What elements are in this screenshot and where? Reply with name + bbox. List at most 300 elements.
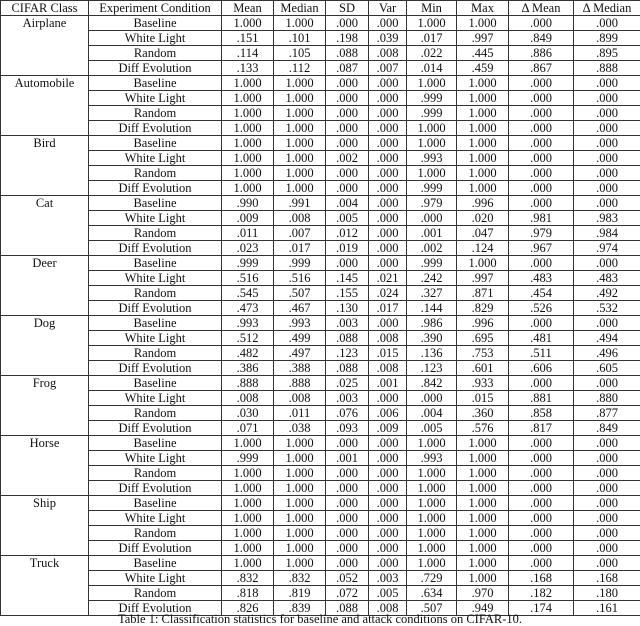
condition-cell: White Light: [89, 271, 222, 286]
delta-median-cell: .492: [574, 286, 640, 301]
header-row: [1, 1, 640, 16]
mean-cell: .008: [222, 391, 274, 406]
sd-cell: .052: [326, 571, 369, 586]
delta-median-cell: .000: [574, 526, 640, 541]
sd-cell: .000: [326, 121, 369, 136]
condition-cell: Baseline: [89, 16, 222, 31]
mean-cell: .545: [222, 286, 274, 301]
delta-mean-cell: .000: [509, 91, 574, 106]
table-row: [1, 31, 640, 46]
condition-cell: Random: [89, 286, 222, 301]
var-cell: .008: [369, 46, 407, 61]
condition-cell: Baseline: [89, 76, 222, 91]
table-row: [1, 586, 640, 601]
median-cell: .011: [274, 406, 326, 421]
table-row: [1, 331, 640, 346]
max-cell: 1.000: [457, 526, 509, 541]
var-cell: .008: [369, 601, 407, 616]
delta-median-cell: .000: [574, 16, 640, 31]
median-cell: 1.000: [274, 511, 326, 526]
delta-median-cell: .899: [574, 31, 640, 46]
min-cell: 1.000: [407, 481, 457, 496]
var-cell: .024: [369, 286, 407, 301]
max-cell: .996: [457, 316, 509, 331]
median-cell: .112: [274, 61, 326, 76]
min-cell: .002: [407, 241, 457, 256]
condition-cell: White Light: [89, 331, 222, 346]
var-cell: .008: [369, 361, 407, 376]
sd-cell: .123: [326, 346, 369, 361]
median-cell: 1.000: [274, 91, 326, 106]
mean-cell: .832: [222, 571, 274, 586]
var-cell: .000: [369, 466, 407, 481]
delta-mean-cell: .000: [509, 181, 574, 196]
delta-median-cell: .000: [574, 106, 640, 121]
table-row: [1, 541, 640, 556]
median-cell: .839: [274, 601, 326, 616]
max-cell: 1.000: [457, 166, 509, 181]
median-cell: 1.000: [274, 466, 326, 481]
sd-cell: .155: [326, 286, 369, 301]
var-cell: .021: [369, 271, 407, 286]
median-cell: .999: [274, 256, 326, 271]
sd-cell: .088: [326, 46, 369, 61]
var-cell: .000: [369, 556, 407, 571]
delta-mean-cell: .000: [509, 496, 574, 511]
mean-cell: .011: [222, 226, 274, 241]
condition-cell: Diff Evolution: [89, 481, 222, 496]
min-cell: .022: [407, 46, 457, 61]
min-cell: 1.000: [407, 556, 457, 571]
max-cell: .871: [457, 286, 509, 301]
var-cell: .000: [369, 511, 407, 526]
column-header-delta-median: Δ Median: [574, 1, 640, 16]
delta-median-cell: .494: [574, 331, 640, 346]
min-cell: .993: [407, 451, 457, 466]
var-cell: .003: [369, 571, 407, 586]
column-header-sd: SD: [326, 1, 369, 16]
condition-cell: Baseline: [89, 436, 222, 451]
delta-mean-cell: .867: [509, 61, 574, 76]
delta-median-cell: .161: [574, 601, 640, 616]
min-cell: .327: [407, 286, 457, 301]
delta-median-cell: .984: [574, 226, 640, 241]
sd-cell: .000: [326, 481, 369, 496]
condition-cell: Diff Evolution: [89, 421, 222, 436]
delta-mean-cell: .481: [509, 331, 574, 346]
var-cell: .000: [369, 76, 407, 91]
table-row: [1, 181, 640, 196]
class-name-cell: Horse: [1, 436, 89, 496]
min-cell: .000: [407, 391, 457, 406]
min-cell: .000: [407, 211, 457, 226]
median-cell: .038: [274, 421, 326, 436]
min-cell: .014: [407, 61, 457, 76]
median-cell: .388: [274, 361, 326, 376]
max-cell: .360: [457, 406, 509, 421]
median-cell: 1.000: [274, 451, 326, 466]
table-row: [1, 316, 640, 331]
min-cell: .634: [407, 586, 457, 601]
delta-median-cell: .168: [574, 571, 640, 586]
max-cell: .829: [457, 301, 509, 316]
mean-cell: 1.000: [222, 556, 274, 571]
mean-cell: 1.000: [222, 481, 274, 496]
table-row: [1, 16, 640, 31]
median-cell: .499: [274, 331, 326, 346]
var-cell: .000: [369, 121, 407, 136]
sd-cell: .000: [326, 526, 369, 541]
delta-median-cell: .000: [574, 121, 640, 136]
condition-cell: Random: [89, 586, 222, 601]
condition-cell: Baseline: [89, 496, 222, 511]
delta-median-cell: .000: [574, 496, 640, 511]
min-cell: .136: [407, 346, 457, 361]
condition-cell: Random: [89, 466, 222, 481]
max-cell: .020: [457, 211, 509, 226]
median-cell: .467: [274, 301, 326, 316]
median-cell: 1.000: [274, 496, 326, 511]
table-row: [1, 151, 640, 166]
condition-cell: Diff Evolution: [89, 181, 222, 196]
condition-cell: Diff Evolution: [89, 301, 222, 316]
column-header-min: Min: [407, 1, 457, 16]
min-cell: .004: [407, 406, 457, 421]
condition-cell: Baseline: [89, 556, 222, 571]
min-cell: .986: [407, 316, 457, 331]
delta-mean-cell: .511: [509, 346, 574, 361]
median-cell: .008: [274, 391, 326, 406]
delta-mean-cell: .483: [509, 271, 574, 286]
var-cell: .000: [369, 136, 407, 151]
mean-cell: .993: [222, 316, 274, 331]
delta-mean-cell: .000: [509, 316, 574, 331]
condition-cell: White Light: [89, 391, 222, 406]
var-cell: .000: [369, 106, 407, 121]
sd-cell: .072: [326, 586, 369, 601]
median-cell: .993: [274, 316, 326, 331]
condition-cell: Baseline: [89, 376, 222, 391]
sd-cell: .025: [326, 376, 369, 391]
delta-median-cell: .000: [574, 541, 640, 556]
var-cell: .001: [369, 376, 407, 391]
min-cell: 1.000: [407, 76, 457, 91]
max-cell: .996: [457, 196, 509, 211]
var-cell: .000: [369, 541, 407, 556]
delta-mean-cell: .000: [509, 16, 574, 31]
median-cell: 1.000: [274, 16, 326, 31]
sd-cell: .000: [326, 256, 369, 271]
mean-cell: 1.000: [222, 76, 274, 91]
var-cell: .000: [369, 451, 407, 466]
condition-cell: Baseline: [89, 256, 222, 271]
table-body: [1, 16, 640, 616]
sd-cell: .000: [326, 436, 369, 451]
var-cell: .000: [369, 241, 407, 256]
table-row: [1, 361, 640, 376]
delta-median-cell: .888: [574, 61, 640, 76]
sd-cell: .000: [326, 496, 369, 511]
median-cell: .819: [274, 586, 326, 601]
class-name-cell: Truck: [1, 556, 89, 616]
median-cell: 1.000: [274, 136, 326, 151]
var-cell: .009: [369, 421, 407, 436]
table-row: [1, 511, 640, 526]
delta-mean-cell: .000: [509, 121, 574, 136]
condition-cell: White Light: [89, 511, 222, 526]
mean-cell: .512: [222, 331, 274, 346]
table-row: [1, 61, 640, 76]
mean-cell: .071: [222, 421, 274, 436]
max-cell: .753: [457, 346, 509, 361]
var-cell: .000: [369, 166, 407, 181]
min-cell: .979: [407, 196, 457, 211]
sd-cell: .130: [326, 301, 369, 316]
var-cell: .000: [369, 91, 407, 106]
delta-median-cell: .000: [574, 556, 640, 571]
delta-mean-cell: .000: [509, 76, 574, 91]
table-row: [1, 91, 640, 106]
condition-cell: White Light: [89, 151, 222, 166]
sd-cell: .000: [326, 106, 369, 121]
delta-mean-cell: .000: [509, 166, 574, 181]
var-cell: .005: [369, 586, 407, 601]
delta-mean-cell: .000: [509, 106, 574, 121]
condition-cell: Random: [89, 526, 222, 541]
condition-cell: Random: [89, 346, 222, 361]
median-cell: 1.000: [274, 106, 326, 121]
sd-cell: .012: [326, 226, 369, 241]
condition-cell: White Light: [89, 31, 222, 46]
delta-median-cell: .880: [574, 391, 640, 406]
table-row: [1, 496, 640, 511]
mean-cell: .818: [222, 586, 274, 601]
min-cell: 1.000: [407, 511, 457, 526]
var-cell: .000: [369, 196, 407, 211]
sd-cell: .088: [326, 331, 369, 346]
table-row: [1, 241, 640, 256]
column-header-delta-mean: Δ Mean: [509, 1, 574, 16]
table-row: [1, 46, 640, 61]
median-cell: .008: [274, 211, 326, 226]
mean-cell: .386: [222, 361, 274, 376]
sd-cell: .000: [326, 181, 369, 196]
table-row: [1, 256, 640, 271]
delta-mean-cell: .182: [509, 586, 574, 601]
class-name-cell: Deer: [1, 256, 89, 316]
mean-cell: 1.000: [222, 466, 274, 481]
max-cell: 1.000: [457, 466, 509, 481]
table-row: [1, 271, 640, 286]
median-cell: 1.000: [274, 556, 326, 571]
table-row: [1, 556, 640, 571]
median-cell: .007: [274, 226, 326, 241]
delta-mean-cell: .000: [509, 196, 574, 211]
sd-cell: .000: [326, 556, 369, 571]
max-cell: .047: [457, 226, 509, 241]
sd-cell: .076: [326, 406, 369, 421]
condition-cell: White Light: [89, 91, 222, 106]
sd-cell: .093: [326, 421, 369, 436]
median-cell: 1.000: [274, 166, 326, 181]
delta-median-cell: .000: [574, 511, 640, 526]
delta-mean-cell: .817: [509, 421, 574, 436]
min-cell: .507: [407, 601, 457, 616]
delta-median-cell: .877: [574, 406, 640, 421]
sd-cell: .019: [326, 241, 369, 256]
min-cell: .390: [407, 331, 457, 346]
delta-median-cell: .483: [574, 271, 640, 286]
max-cell: .459: [457, 61, 509, 76]
sd-cell: .002: [326, 151, 369, 166]
max-cell: .015: [457, 391, 509, 406]
delta-mean-cell: .168: [509, 571, 574, 586]
sd-cell: .000: [326, 136, 369, 151]
condition-cell: White Light: [89, 211, 222, 226]
median-cell: 1.000: [274, 151, 326, 166]
sd-cell: .087: [326, 61, 369, 76]
min-cell: .005: [407, 421, 457, 436]
table-row: [1, 436, 640, 451]
mean-cell: 1.000: [222, 436, 274, 451]
min-cell: 1.000: [407, 121, 457, 136]
sd-cell: .005: [326, 211, 369, 226]
max-cell: .970: [457, 586, 509, 601]
var-cell: .000: [369, 481, 407, 496]
table-row: [1, 211, 640, 226]
min-cell: .999: [407, 91, 457, 106]
delta-mean-cell: .000: [509, 466, 574, 481]
column-header-var: Var: [369, 1, 407, 16]
max-cell: .949: [457, 601, 509, 616]
condition-cell: Random: [89, 406, 222, 421]
max-cell: 1.000: [457, 256, 509, 271]
table-caption: Table 1: Classification statistics for baseline and attack conditions on CIFAR-10.: [0, 612, 640, 626]
table-header: [1, 1, 640, 16]
delta-median-cell: .000: [574, 91, 640, 106]
var-cell: .000: [369, 181, 407, 196]
max-cell: 1.000: [457, 571, 509, 586]
delta-median-cell: .895: [574, 46, 640, 61]
delta-median-cell: .000: [574, 166, 640, 181]
table-row: [1, 391, 640, 406]
mean-cell: 1.000: [222, 151, 274, 166]
table-row: [1, 196, 640, 211]
median-cell: 1.000: [274, 76, 326, 91]
condition-cell: Baseline: [89, 136, 222, 151]
var-cell: .000: [369, 391, 407, 406]
mean-cell: .888: [222, 376, 274, 391]
sd-cell: .000: [326, 16, 369, 31]
sd-cell: .088: [326, 601, 369, 616]
var-cell: .008: [369, 331, 407, 346]
mean-cell: 1.000: [222, 91, 274, 106]
median-cell: 1.000: [274, 436, 326, 451]
min-cell: .242: [407, 271, 457, 286]
delta-median-cell: .000: [574, 316, 640, 331]
condition-cell: Diff Evolution: [89, 61, 222, 76]
delta-median-cell: .000: [574, 151, 640, 166]
mean-cell: .826: [222, 601, 274, 616]
delta-mean-cell: .979: [509, 226, 574, 241]
median-cell: 1.000: [274, 121, 326, 136]
median-cell: .101: [274, 31, 326, 46]
sd-cell: .198: [326, 31, 369, 46]
delta-median-cell: .605: [574, 361, 640, 376]
mean-cell: .151: [222, 31, 274, 46]
condition-cell: White Light: [89, 451, 222, 466]
sd-cell: .000: [326, 466, 369, 481]
max-cell: 1.000: [457, 76, 509, 91]
min-cell: .123: [407, 361, 457, 376]
mean-cell: 1.000: [222, 541, 274, 556]
condition-cell: Diff Evolution: [89, 241, 222, 256]
table-row: [1, 451, 640, 466]
delta-mean-cell: .000: [509, 436, 574, 451]
delta-median-cell: .000: [574, 76, 640, 91]
column-header-median: Median: [274, 1, 326, 16]
var-cell: .007: [369, 61, 407, 76]
delta-median-cell: .496: [574, 346, 640, 361]
median-cell: 1.000: [274, 526, 326, 541]
condition-cell: White Light: [89, 571, 222, 586]
mean-cell: .516: [222, 271, 274, 286]
condition-cell: Diff Evolution: [89, 361, 222, 376]
table-row: [1, 571, 640, 586]
max-cell: 1.000: [457, 16, 509, 31]
column-header-mean: Mean: [222, 1, 274, 16]
var-cell: .000: [369, 256, 407, 271]
median-cell: .105: [274, 46, 326, 61]
mean-cell: 1.000: [222, 496, 274, 511]
delta-median-cell: .000: [574, 466, 640, 481]
median-cell: .991: [274, 196, 326, 211]
condition-cell: Baseline: [89, 196, 222, 211]
max-cell: 1.000: [457, 556, 509, 571]
delta-mean-cell: .886: [509, 46, 574, 61]
table-row: [1, 76, 640, 91]
delta-mean-cell: .000: [509, 556, 574, 571]
max-cell: .997: [457, 271, 509, 286]
delta-mean-cell: .000: [509, 481, 574, 496]
mean-cell: .482: [222, 346, 274, 361]
delta-mean-cell: .000: [509, 526, 574, 541]
delta-median-cell: .000: [574, 136, 640, 151]
min-cell: 1.000: [407, 496, 457, 511]
table-row: [1, 166, 640, 181]
min-cell: .001: [407, 226, 457, 241]
delta-median-cell: .000: [574, 436, 640, 451]
delta-mean-cell: .849: [509, 31, 574, 46]
mean-cell: 1.000: [222, 181, 274, 196]
max-cell: 1.000: [457, 481, 509, 496]
mean-cell: .009: [222, 211, 274, 226]
delta-median-cell: .000: [574, 181, 640, 196]
min-cell: .729: [407, 571, 457, 586]
delta-median-cell: .000: [574, 481, 640, 496]
sd-cell: .000: [326, 511, 369, 526]
sd-cell: .000: [326, 166, 369, 181]
median-cell: .888: [274, 376, 326, 391]
delta-median-cell: .532: [574, 301, 640, 316]
max-cell: .997: [457, 31, 509, 46]
mean-cell: .473: [222, 301, 274, 316]
condition-cell: Diff Evolution: [89, 601, 222, 616]
min-cell: .144: [407, 301, 457, 316]
sd-cell: .003: [326, 391, 369, 406]
max-cell: 1.000: [457, 451, 509, 466]
column-header-class: CIFAR Class: [1, 1, 89, 16]
